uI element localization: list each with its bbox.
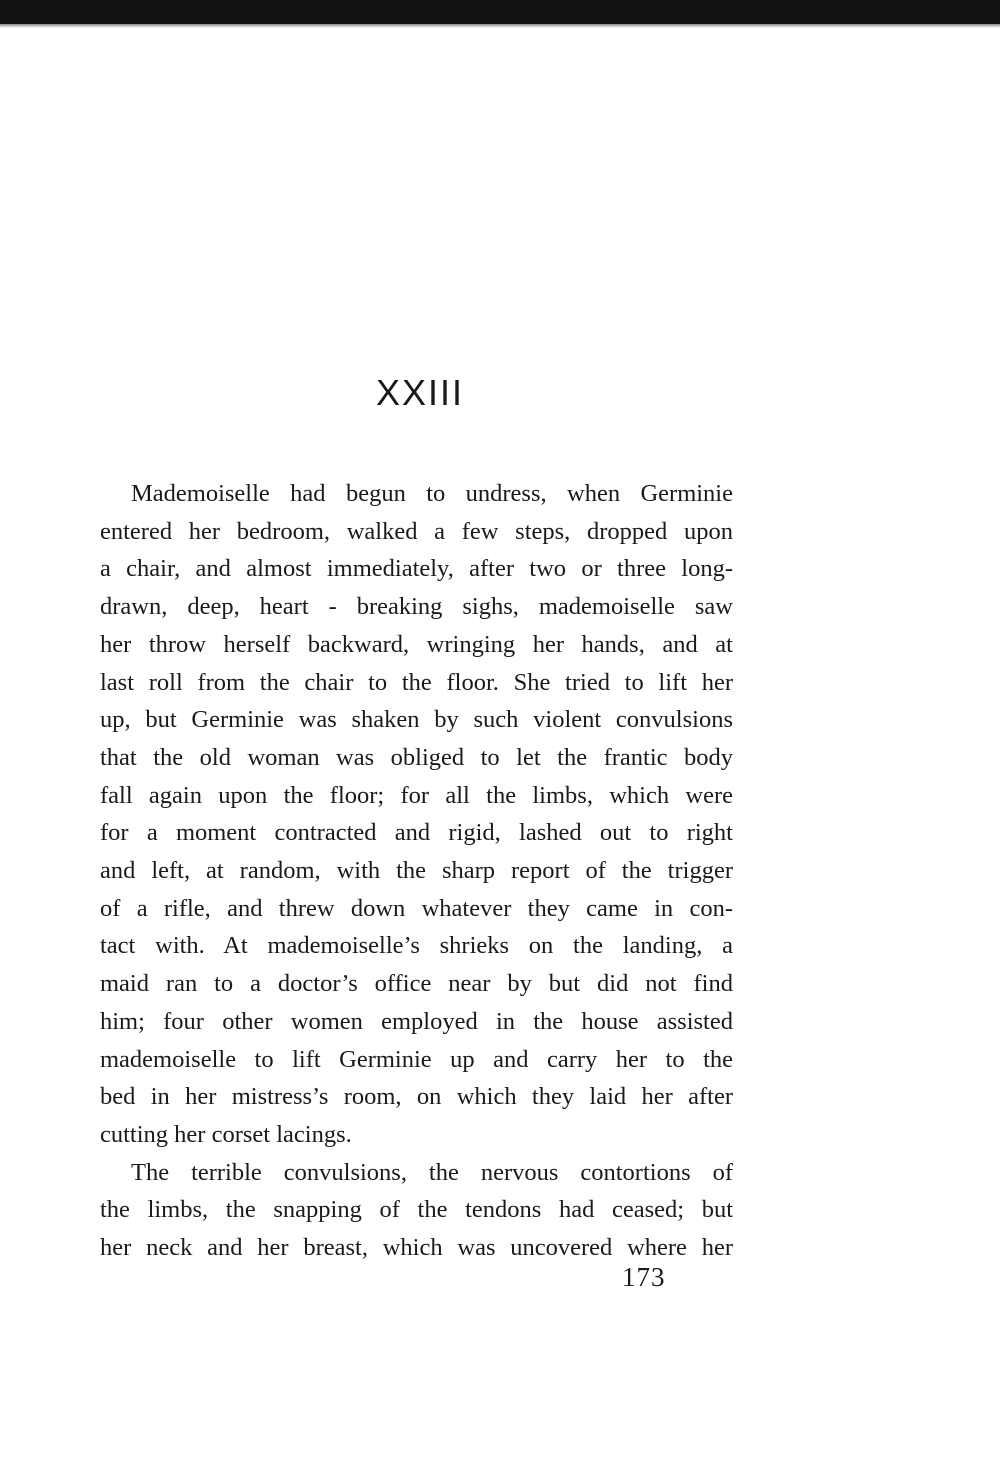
text-line: the limbs, the snapping of the tendons had ceased; but: [100, 1196, 733, 1224]
text-line: her neck and her breast, which was uncovered where her: [100, 1234, 733, 1262]
text-line: for a moment contracted and rigid, lashed out to right: [100, 819, 733, 847]
chapter-body: [100, 475, 733, 1267]
text-line: last roll from the chair to the floor. She tried to lift her: [100, 668, 733, 696]
top-edge-shadow: [0, 20, 1000, 28]
text-line: bed in her mistress’s room, on which they laid her after: [100, 1083, 733, 1111]
text-line: cutting her corset lacings.: [100, 1120, 352, 1148]
text-line: that the old woman was obliged to let the frantic body: [100, 743, 733, 771]
page-number: 173: [622, 1262, 666, 1292]
text-line: drawn, deep, heart - breaking sighs, mademoiselle saw: [100, 593, 733, 621]
chapter-heading: XXIII: [375, 372, 465, 413]
text-line: up, but Germinie was shaken by such violent convulsions: [100, 706, 733, 734]
text-line: The terrible convulsions, the nervous contortions of: [131, 1158, 733, 1186]
text-line: mademoiselle to lift Germinie up and carry her to the: [100, 1045, 733, 1073]
paragraph-1: [100, 475, 733, 1154]
paragraph-2: [100, 1154, 733, 1267]
text-line: fall again upon the floor; for all the limbs, which were: [100, 781, 733, 809]
text-line: of a rifle, and threw down whatever they came in con-: [100, 894, 733, 922]
text-line: and left, at random, with the sharp report of the trigger: [100, 857, 733, 885]
text-line: Mademoiselle had begun to undress, when Germinie: [131, 480, 733, 507]
text-line: her throw herself backward, wringing her hands, and at: [100, 630, 733, 658]
text-line: tact with. At mademoiselle’s shrieks on the landing, a: [100, 932, 733, 960]
text-line: maid ran to a doctor’s office near by but did not find: [100, 970, 733, 998]
text-line: him; four other women employed in the house assisted: [100, 1007, 733, 1035]
text-line: a chair, and almost immediately, after two or three long-: [100, 555, 733, 583]
text-line: entered her bedroom, walked a few steps, dropped upon: [100, 517, 733, 545]
